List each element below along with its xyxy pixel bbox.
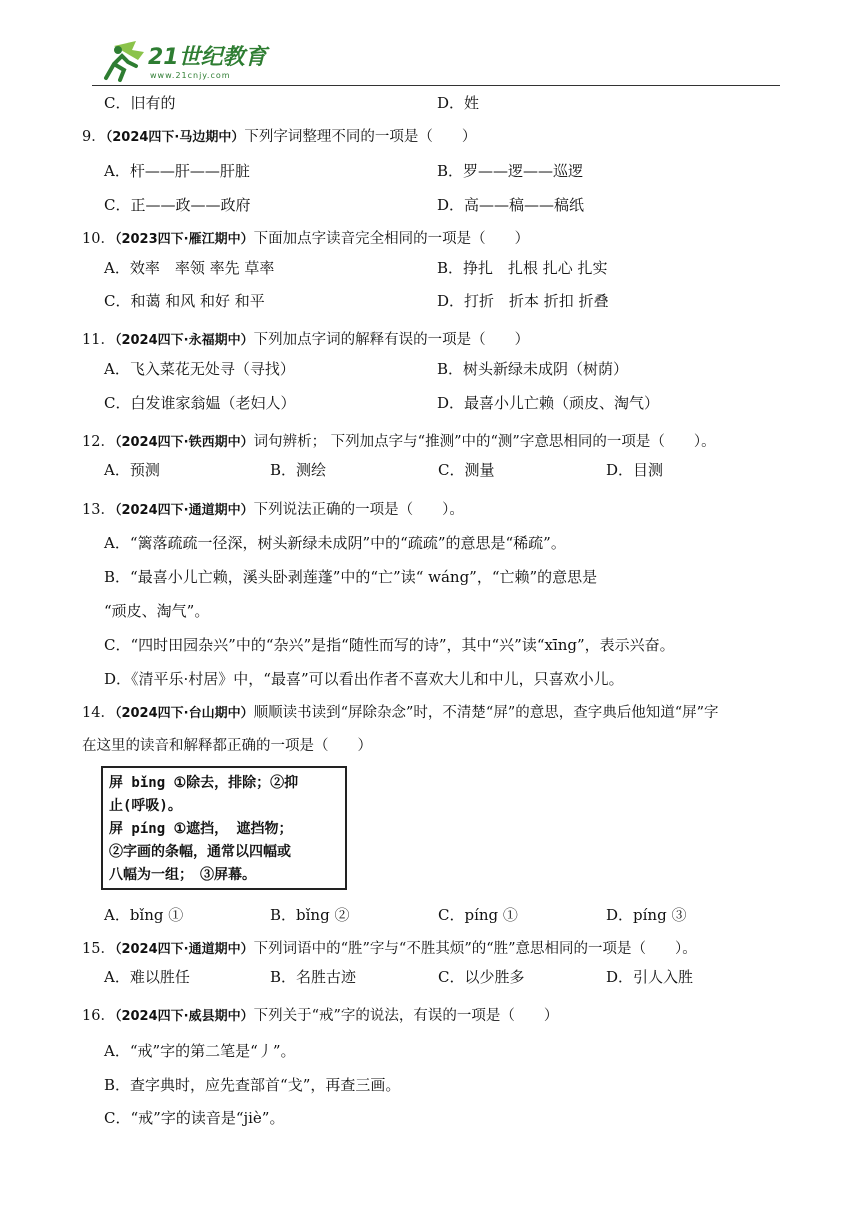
q15-option-a: A．难以胜任 <box>104 968 190 986</box>
question-source: （2023四下·雁江期中） <box>114 232 254 247</box>
question-13 <box>82 500 464 521</box>
dict-line: 止(呼吸)。 <box>109 798 182 814</box>
question-number: 14． <box>82 705 115 721</box>
question-stem: 顺顺读书读到“屏除杂念”时，不清楚“屏”的意思，查字典后他知道“屏”字 <box>253 705 719 721</box>
dict-line: 八幅为一组； ③屏幕。 <box>109 867 256 883</box>
q9-option-a: A．杆——肝——肝脏 <box>104 162 250 180</box>
q13-option-b-line1: B．“最喜小儿亡赖，溪头卧剥莲蓬”中的“亡”读“ wáng”，“亡赖”的意思是 <box>104 568 598 586</box>
question-10 <box>82 229 529 250</box>
q13-option-b-line2: “顽皮、淘气”。 <box>104 602 210 620</box>
q10-option-d: D．打折 折本 折扣 折叠 <box>437 292 609 310</box>
q12-option-b: B．测绘 <box>270 461 327 479</box>
site-logo <box>100 38 280 84</box>
question-16 <box>82 1006 558 1027</box>
question-stem: 下列说法正确的一项是（ ）。 <box>253 502 464 518</box>
question-14 <box>82 703 719 724</box>
dictionary-entry-box <box>101 766 347 890</box>
q15-option-b: B．名胜古迹 <box>270 968 357 986</box>
q16-option-a: A．“戒”字的第二笔是“丿”。 <box>104 1042 296 1060</box>
question-stem: 下列词语中的“胜”字与“不胜其烦”的“胜”意思相同的一项是（ ）。 <box>253 941 697 957</box>
q14-option-b: B．bǐng ② <box>270 906 350 924</box>
q15-option-d: D．引人入胜 <box>606 968 694 986</box>
q12-option-d: D．目测 <box>606 461 664 479</box>
svg-text:21世纪教育: 21世纪教育 <box>148 45 267 70</box>
question-number: 9． <box>82 129 106 145</box>
question-source: （2024四下·通道期中） <box>114 503 254 518</box>
question-9 <box>82 127 476 148</box>
question-number: 10． <box>82 231 115 247</box>
question-stem: 词句辨析； 下列加点字与“推测”中的“测”字意思相同的一项是（ ）。 <box>253 434 716 450</box>
q8-option-d: D．姓 <box>437 94 480 112</box>
runner-icon <box>106 41 144 80</box>
question-source: （2024四下·铁西期中） <box>114 435 254 450</box>
q14-option-c: C．píng ① <box>438 906 518 924</box>
question-stem: 下列字词整理不同的一项是（ ） <box>244 129 477 145</box>
question-number: 15． <box>82 941 115 957</box>
question-number: 13． <box>82 502 115 518</box>
dict-line: 屏 bǐng ①除去，排除；②抑 <box>109 775 299 791</box>
q14-option-d: D．píng ③ <box>606 906 687 924</box>
q16-option-c: C．“戒”字的读音是“jiè”。 <box>104 1109 285 1127</box>
q9-option-b: B．罗——逻——巡逻 <box>437 162 584 180</box>
dict-line: ②字画的条幅，通常以四幅或 <box>109 844 291 860</box>
q12-option-c: C．测量 <box>438 461 495 479</box>
question-stem: 下列关于“戒”字的说法，有误的一项是（ ） <box>253 1008 559 1024</box>
q9-option-c: C．正——政——政府 <box>104 196 251 214</box>
question-stem: 下列加点字词的解释有误的一项是（ ） <box>253 332 530 348</box>
header-rule <box>92 85 780 86</box>
question-source: （2024四下·马边期中） <box>105 130 245 145</box>
q14-option-a: A．bǐng ① <box>104 906 184 924</box>
question-number: 12． <box>82 434 115 450</box>
question-source: （2024四下·台山期中） <box>114 706 254 721</box>
q13-option-c: C．“四时田园杂兴”中的“杂兴”是指“随性而写的诗”，其中“兴”读“xīng”，表示兴奋。 <box>104 636 675 654</box>
q16-option-b: B．查字典时，应先查部首“戈”，再查三画。 <box>104 1076 401 1094</box>
question-15 <box>82 939 697 960</box>
svg-text:www.21cnjy.com: www.21cnjy.com <box>150 71 231 80</box>
q10-option-a: A．效率 率领 率先 草率 <box>104 259 275 277</box>
question-source: （2024四下·威县期中） <box>114 1009 254 1024</box>
question-number: 11． <box>82 332 115 348</box>
q9-option-d: D．高——稿——稿纸 <box>437 196 585 214</box>
question-source: （2024四下·通道期中） <box>114 942 254 957</box>
q10-option-b: B．挣扎 扎根 扎心 扎实 <box>437 259 608 277</box>
question-source: （2024四下·永福期中） <box>114 333 254 348</box>
q8-option-c: C．旧有的 <box>104 94 176 112</box>
q11-option-c: C．白发谁家翁媪（老妇人） <box>104 394 296 412</box>
q10-option-c: C．和蔼 和风 和好 和平 <box>104 292 265 310</box>
q13-option-d: D．《清平乐·村居》中，“最喜”可以看出作者不喜欢大儿和中儿，只喜欢小儿。 <box>104 670 624 688</box>
q11-option-a: A．飞入菜花无处寻（寻找） <box>104 360 295 378</box>
question-number: 16． <box>82 1008 115 1024</box>
q15-option-c: C．以少胜多 <box>438 968 525 986</box>
page-header <box>0 0 860 88</box>
q11-option-d: D．最喜小儿亡赖（顽皮、淘气） <box>437 394 660 412</box>
q13-option-a: A．“篱落疏疏一径深，树头新绿未成阴”中的“疏疏”的意思是“稀疏”。 <box>104 534 566 552</box>
question-11 <box>82 330 529 351</box>
question-stem: 下面加点字读音完全相同的一项是（ ） <box>253 231 530 247</box>
q11-option-b: B．树头新绿未成阴（树荫） <box>437 360 629 378</box>
dict-line: 屏 píng ①遮挡， 遮挡物； <box>109 821 293 837</box>
question-14-stem-cont: 在这里的读音和解释都正确的一项是（ ） <box>82 738 372 754</box>
question-12 <box>82 432 716 453</box>
q12-option-a: A．预测 <box>104 461 160 479</box>
